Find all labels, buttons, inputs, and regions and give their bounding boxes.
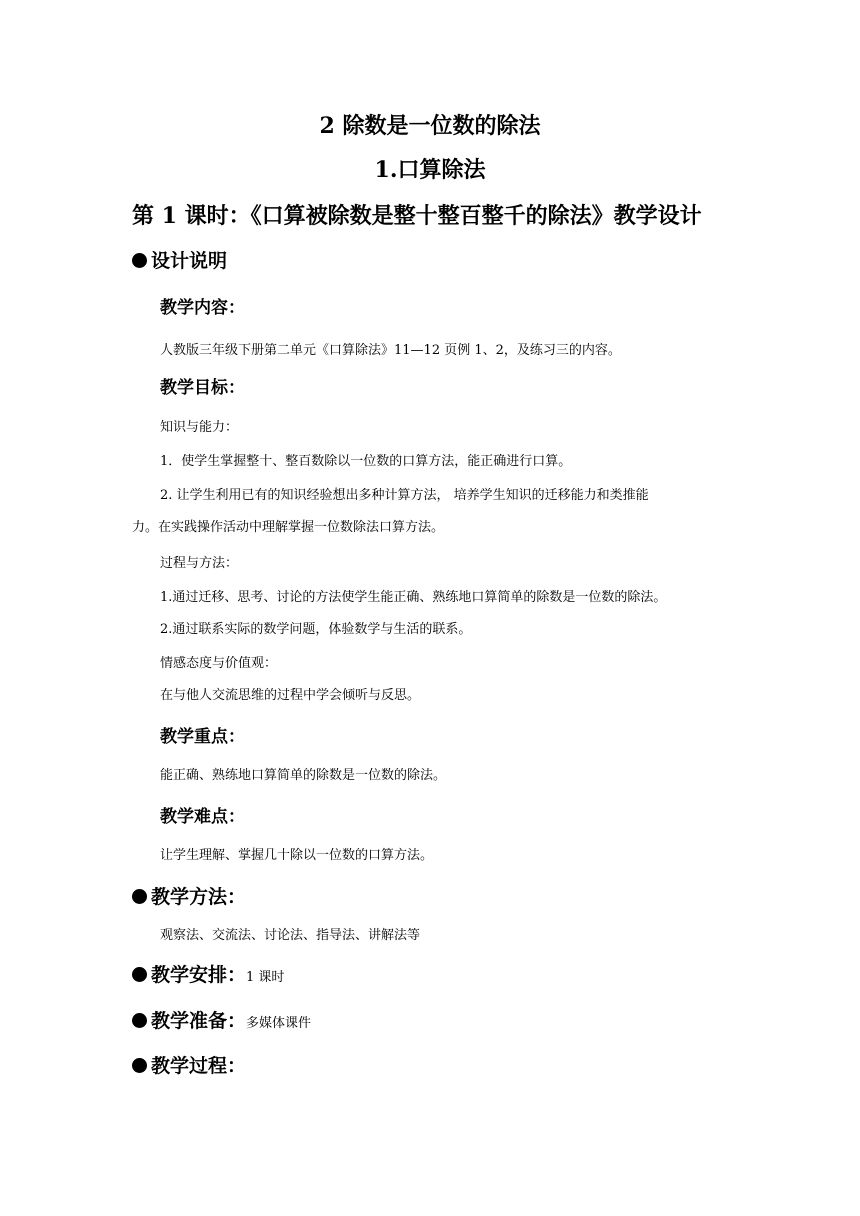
design-heading: 设计说明 [132,248,227,274]
difficult-heading: 教学难点： [160,807,245,827]
key-heading: 教学重点： [160,727,245,747]
bullet-icon [132,1013,147,1028]
bullet-icon [132,889,147,904]
preparation-text: 多媒体课件 [246,1016,312,1031]
goals-heading: 教学目标： [160,378,245,398]
key-text: 能正确、熟练地口算简单的除数是一位数的除法。 [160,768,447,783]
goal-1: 1．使学生掌握整十、整百数除以一位数的口算方法，能正确进行口算。 [160,454,572,469]
content-text: 人教版三年级下册第二单元《口算除法》11—12 页例 1、2，及练习三的内容。 [160,343,621,358]
method-text: 观察法、交流法、讨论法、指导法、讲解法等 [160,928,421,943]
method-heading: 教学方法： [132,884,246,910]
content-heading: 教学内容： [160,298,245,318]
process-heading: 教学过程： [132,1053,246,1079]
emotion-label: 情感态度与价值观： [160,656,278,671]
bullet-icon [132,253,147,268]
goal-2-line1: 2. 让学生利用已有的知识经验想出多种计算方法， 培养学生知识的迁移能力和类推能 [160,488,649,503]
process-1: 1.通过迁移、思考、讨论的方法使学生能正确、熟练地口算简单的除数是一位数的除法。 [160,590,667,605]
section-title: 1.口算除法 [374,157,486,183]
process-2: 2.通过联系实际的数学问题，体验数学与生活的联系。 [160,622,472,637]
chapter-title: 2 除数是一位数的除法 [319,113,541,139]
emotion-1: 在与他人交流思维的过程中学会倾听与反思。 [160,688,421,703]
process-label: 过程与方法： [160,556,239,571]
goal-2-line2: 力。在实践操作活动中理解掌握一位数除法口算方法。 [132,520,445,535]
arrangement-text: 1 课时 [246,970,285,985]
arrangement-heading: 教学安排：1 课时 [132,962,284,991]
lesson-title: 第 1 课时：《口算被除数是整十整百整千的除法》教学设计 [132,203,702,229]
difficult-text: 让学生理解、掌握几十除以一位数的口算方法。 [160,848,434,863]
bullet-icon [132,967,147,982]
knowledge-label: 知识与能力： [160,420,239,435]
bullet-icon [132,1058,147,1073]
preparation-heading: 教学准备：多媒体课件 [132,1008,311,1037]
